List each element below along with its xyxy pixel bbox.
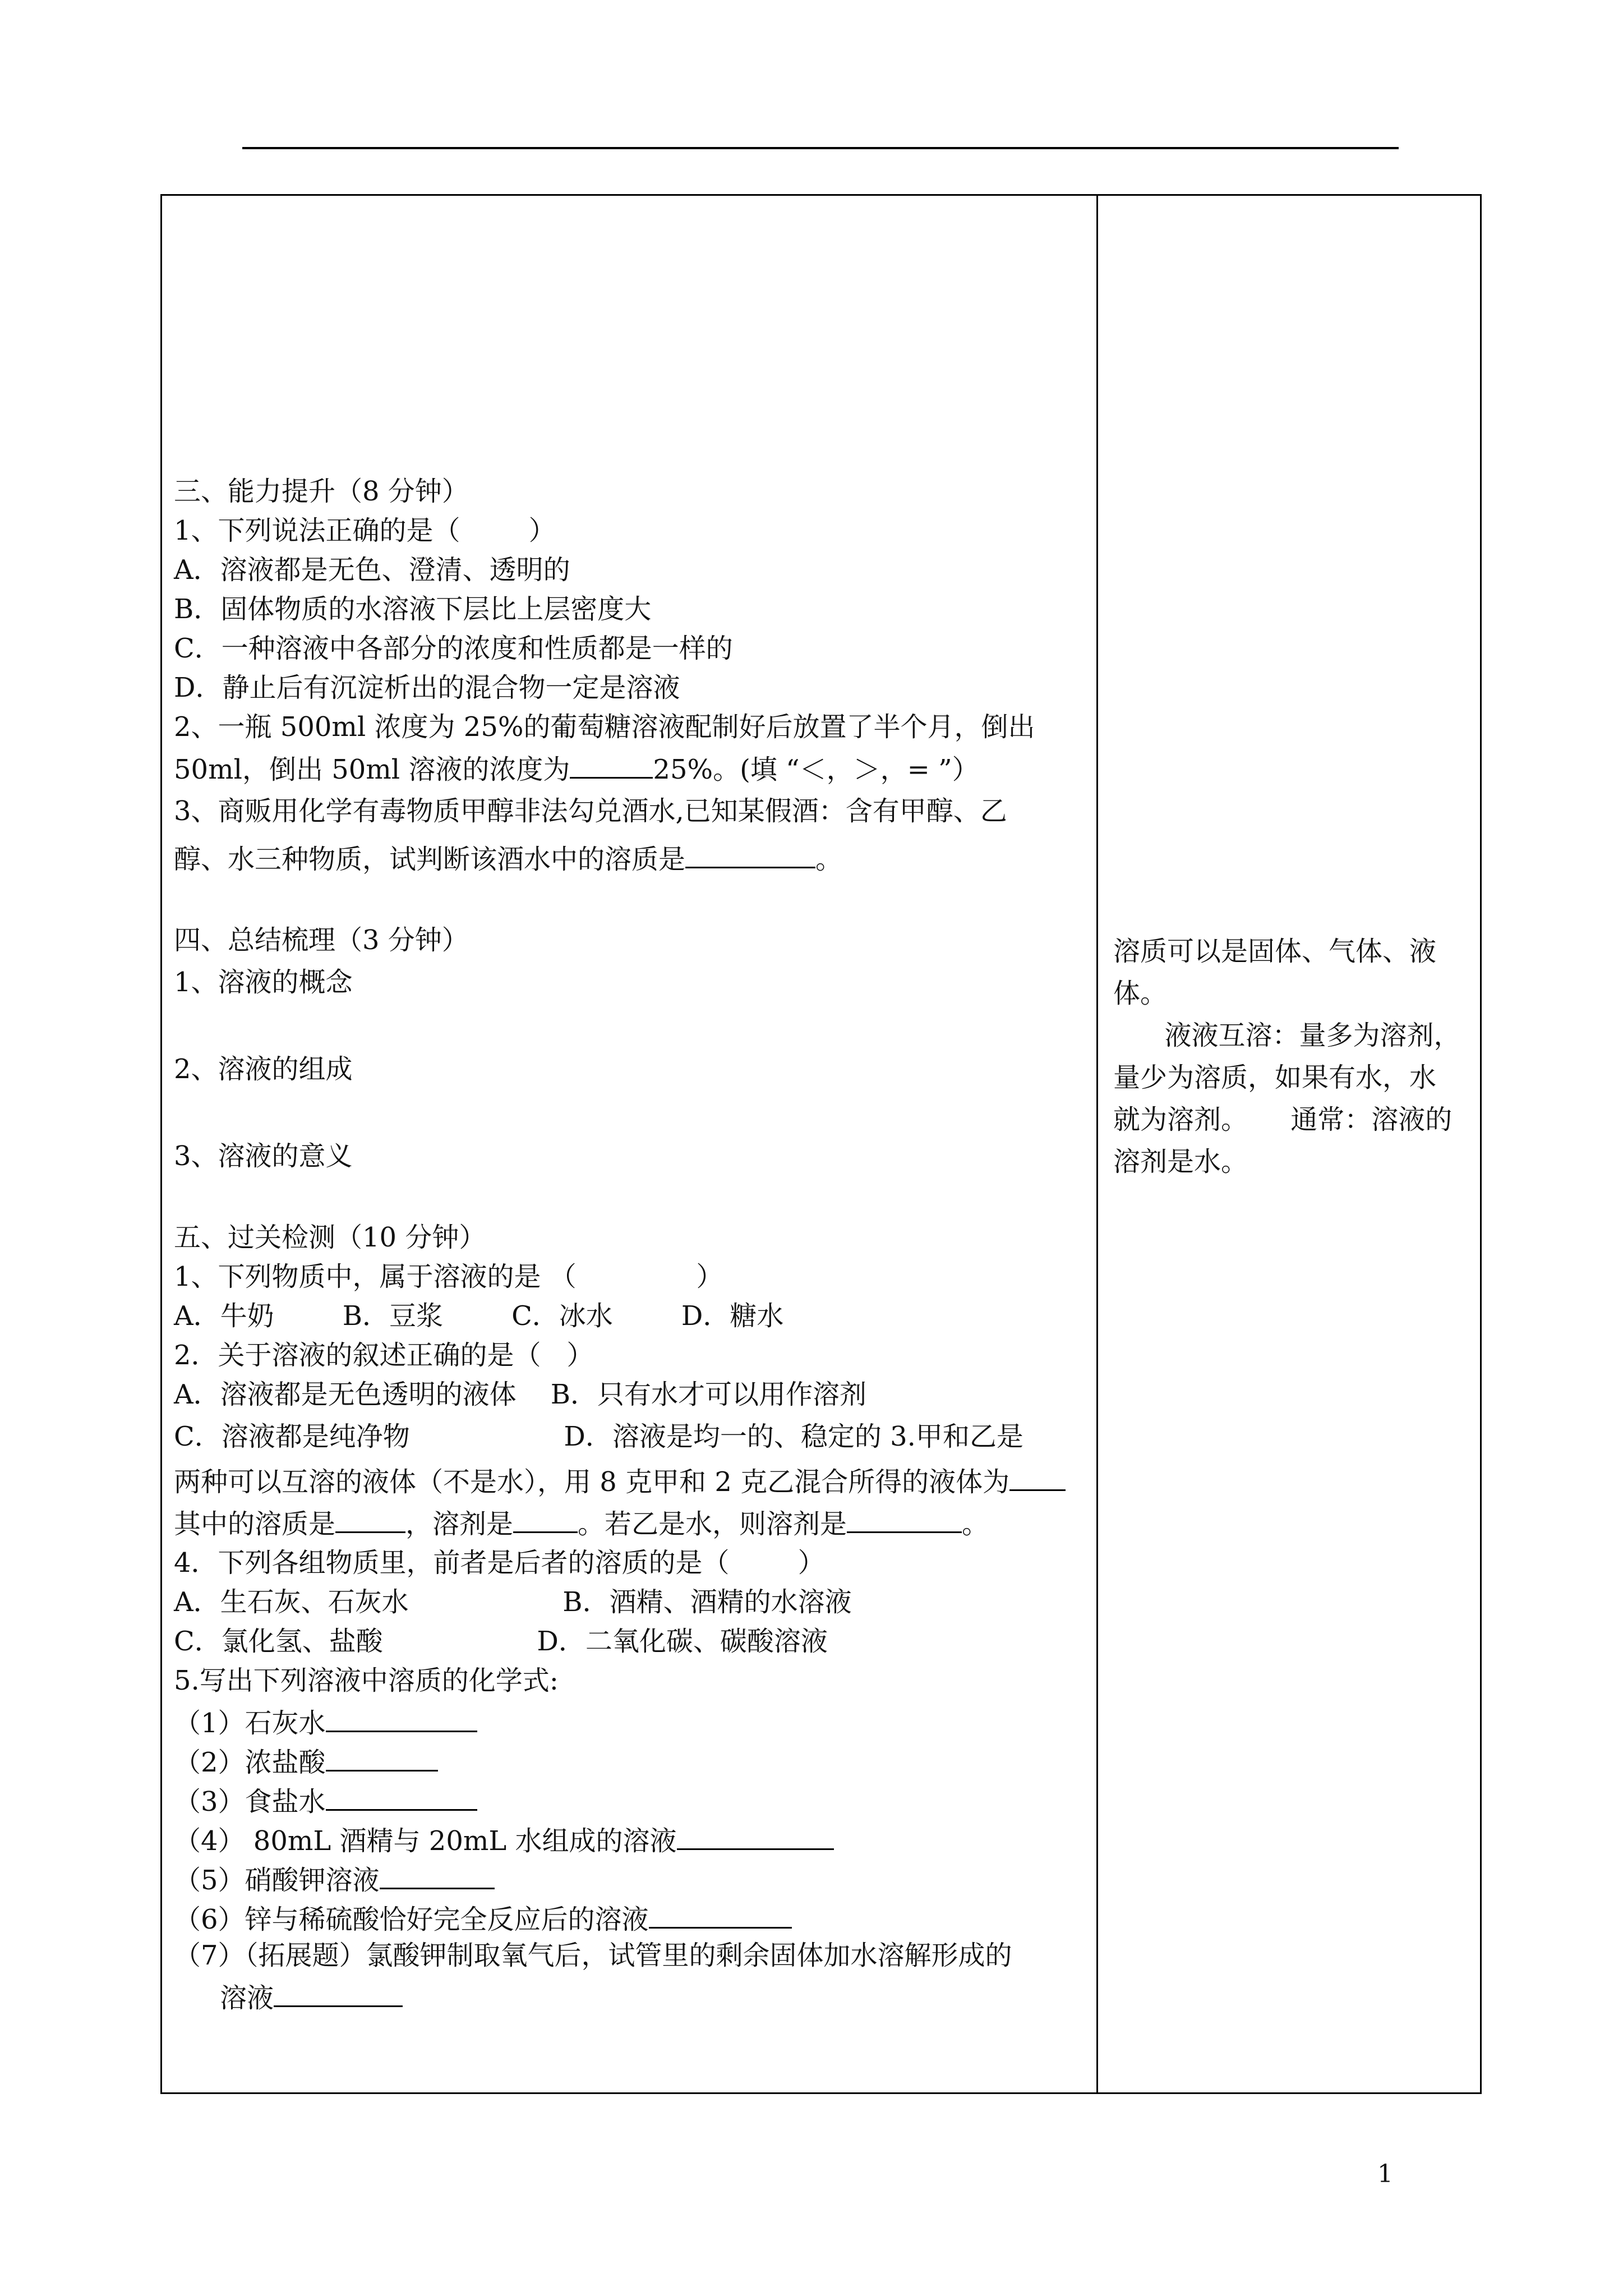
s5-q5-item-3-blank[interactable]	[326, 1781, 477, 1811]
section-3-heading: 三、能力提升（8 分钟）	[174, 476, 469, 507]
s5-q5-item-6	[174, 1899, 792, 1937]
s3-q1-option-a: A．溶液都是无色、澄清、透明的	[174, 554, 570, 586]
s4-item-1: 1、溶液的概念	[174, 967, 353, 998]
s5-q4-stem: 4．下列各组物质里，前者是后者的溶质的是（ ）	[174, 1547, 825, 1579]
sidebar-note-line-2: 体。	[1113, 978, 1168, 1009]
s5-q5-item-1-label: （1）石灰水	[174, 1708, 326, 1739]
s5-q1-stem: 1、下列物质中，属于溶液的是 （ ）	[174, 1261, 723, 1292]
s3-q2-text-before: 50ml，倒出 50ml 溶液的浓度为	[174, 754, 570, 785]
s5-q5-item-1-blank[interactable]	[326, 1703, 477, 1732]
s5-q5-item-7-line2	[220, 1977, 403, 2016]
s5-q3-line2	[174, 1503, 989, 1542]
s5-q3-answer-blank-1[interactable]	[1009, 1461, 1066, 1491]
s4-item-3: 3、溶液的意义	[174, 1140, 353, 1172]
s5-q3-solvent-blank[interactable]	[513, 1503, 578, 1533]
s5-q5-item-5	[174, 1860, 495, 1898]
s3-q2-line2	[174, 749, 979, 787]
s5-q3-part-b: ，溶剂是	[405, 1508, 514, 1540]
s5-q4-options-cd: C．氯化氢、盐酸 D．二氧化碳、碳酸溶液	[174, 1626, 828, 1657]
s3-q3-line2	[174, 839, 842, 877]
s5-q3-part-d: 。	[962, 1508, 989, 1540]
s5-q5-item-7-line1: （7）（拓展题）氯酸钾制取氧气后，试管里的剩余固体加水溶解形成的	[174, 1940, 1012, 1971]
s5-q5-item-5-blank[interactable]	[380, 1860, 495, 1889]
s5-q3-solute-blank[interactable]	[335, 1503, 405, 1533]
s5-q5-item-6-label: （6）锌与稀硫酸恰好完全反应后的溶液	[174, 1904, 649, 1935]
s3-q3-answer-blank[interactable]	[685, 839, 815, 868]
s5-q2-stem: 2．关于溶液的叙述正确的是（ ）	[174, 1340, 594, 1371]
s3-q3-text-before: 醇、水三种物质，试判断该酒水中的溶质是	[174, 844, 686, 875]
s5-q2-options-ab: A．溶液都是无色透明的液体 B．只有水才可以用作溶剂	[174, 1379, 866, 1410]
s5-q5-item-4-blank[interactable]	[677, 1820, 834, 1850]
s5-q5-item-1	[174, 1703, 477, 1741]
s5-q5-item-4	[174, 1820, 834, 1858]
s5-q5-stem: 5.写出下列溶液中溶质的化学式:	[174, 1665, 559, 1696]
s5-q5-item-7-blank[interactable]	[274, 1977, 403, 2007]
s5-q3-line1	[174, 1461, 1066, 1499]
section-5-heading: 五、过关检测（10 分钟）	[174, 1222, 486, 1253]
s3-q2-answer-blank[interactable]	[570, 749, 653, 779]
s3-q3-text-after: 。	[815, 844, 843, 875]
s4-item-2: 2、溶液的组成	[174, 1053, 353, 1085]
s5-q5-item-4-label: （4） 80mL 酒精与 20mL 水组成的溶液	[174, 1825, 677, 1857]
s5-q5-item-2-label: （2）浓盐酸	[174, 1747, 326, 1778]
s5-q5-item-6-blank[interactable]	[649, 1899, 792, 1929]
header-rule	[242, 147, 1399, 149]
s3-q1-stem: 1、下列说法正确的是（ ）	[174, 515, 556, 546]
page-number: 1	[1377, 2160, 1393, 2188]
s5-q3-part-c: 。若乙是水，则溶剂是	[578, 1508, 847, 1540]
s5-q4-options-ab: A．生石灰、石灰水 B．酒精、酒精的水溶液	[174, 1586, 852, 1618]
sidebar-note-line-3: 液液互溶：量多为溶剂，	[1113, 1020, 1461, 1051]
s3-q1-option-d: D．静止后有沉淀析出的混合物一定是溶液	[174, 672, 680, 703]
s3-q3-line1: 3、商贩用化学有毒物质甲醇非法勾兑酒水,已知某假酒：含有甲醇、乙	[174, 795, 1007, 827]
s5-q2-options-cd: C．溶液都是纯净物 D．溶液是均一的、稳定的 3.甲和乙是	[174, 1421, 1023, 1452]
section-4-heading: 四、总结梳理（3 分钟）	[174, 924, 469, 956]
s5-q5-item-2-blank[interactable]	[326, 1742, 438, 1772]
column-divider	[1096, 194, 1098, 2094]
sidebar-note-line-5: 就为溶剂。 通常：溶液的	[1113, 1104, 1453, 1135]
s3-q1-option-c: C．一种溶液中各部分的浓度和性质都是一样的	[174, 633, 733, 664]
sidebar-note-line-6: 溶剂是水。	[1113, 1146, 1248, 1177]
s5-q1-options: A．牛奶 B．豆浆 C．冰水 D．糖水	[174, 1300, 784, 1332]
s5-q5-item-3-label: （3）食盐水	[174, 1786, 326, 1818]
s5-q5-item-2	[174, 1742, 438, 1780]
s5-q3-text: 两种可以互溶的液体（不是水），用 8 克甲和 2 克乙混合所得的液体为	[174, 1466, 1010, 1498]
s3-q2-line1: 2、一瓶 500ml 浓度为 25%的葡萄糖溶液配制好后放置了半个月，倒出	[174, 711, 1035, 743]
s3-q1-option-b: B．固体物质的水溶液下层比上层密度大	[174, 593, 652, 625]
sidebar-note-line-4: 量少为溶质，如果有水，水	[1113, 1062, 1437, 1093]
s5-q5-item-5-label: （5）硝酸钾溶液	[174, 1865, 380, 1896]
s5-q3-water-solvent-blank[interactable]	[847, 1503, 962, 1533]
s5-q5-item-7-label: 溶液	[220, 1982, 274, 2014]
s3-q2-text-after: 25%。(填 “＜，＞，= ”）	[653, 754, 979, 785]
sidebar-note-line-1: 溶质可以是固体、气体、液	[1113, 936, 1437, 967]
s5-q5-item-3	[174, 1781, 477, 1819]
s5-q3-part-a: 其中的溶质是	[174, 1508, 336, 1540]
